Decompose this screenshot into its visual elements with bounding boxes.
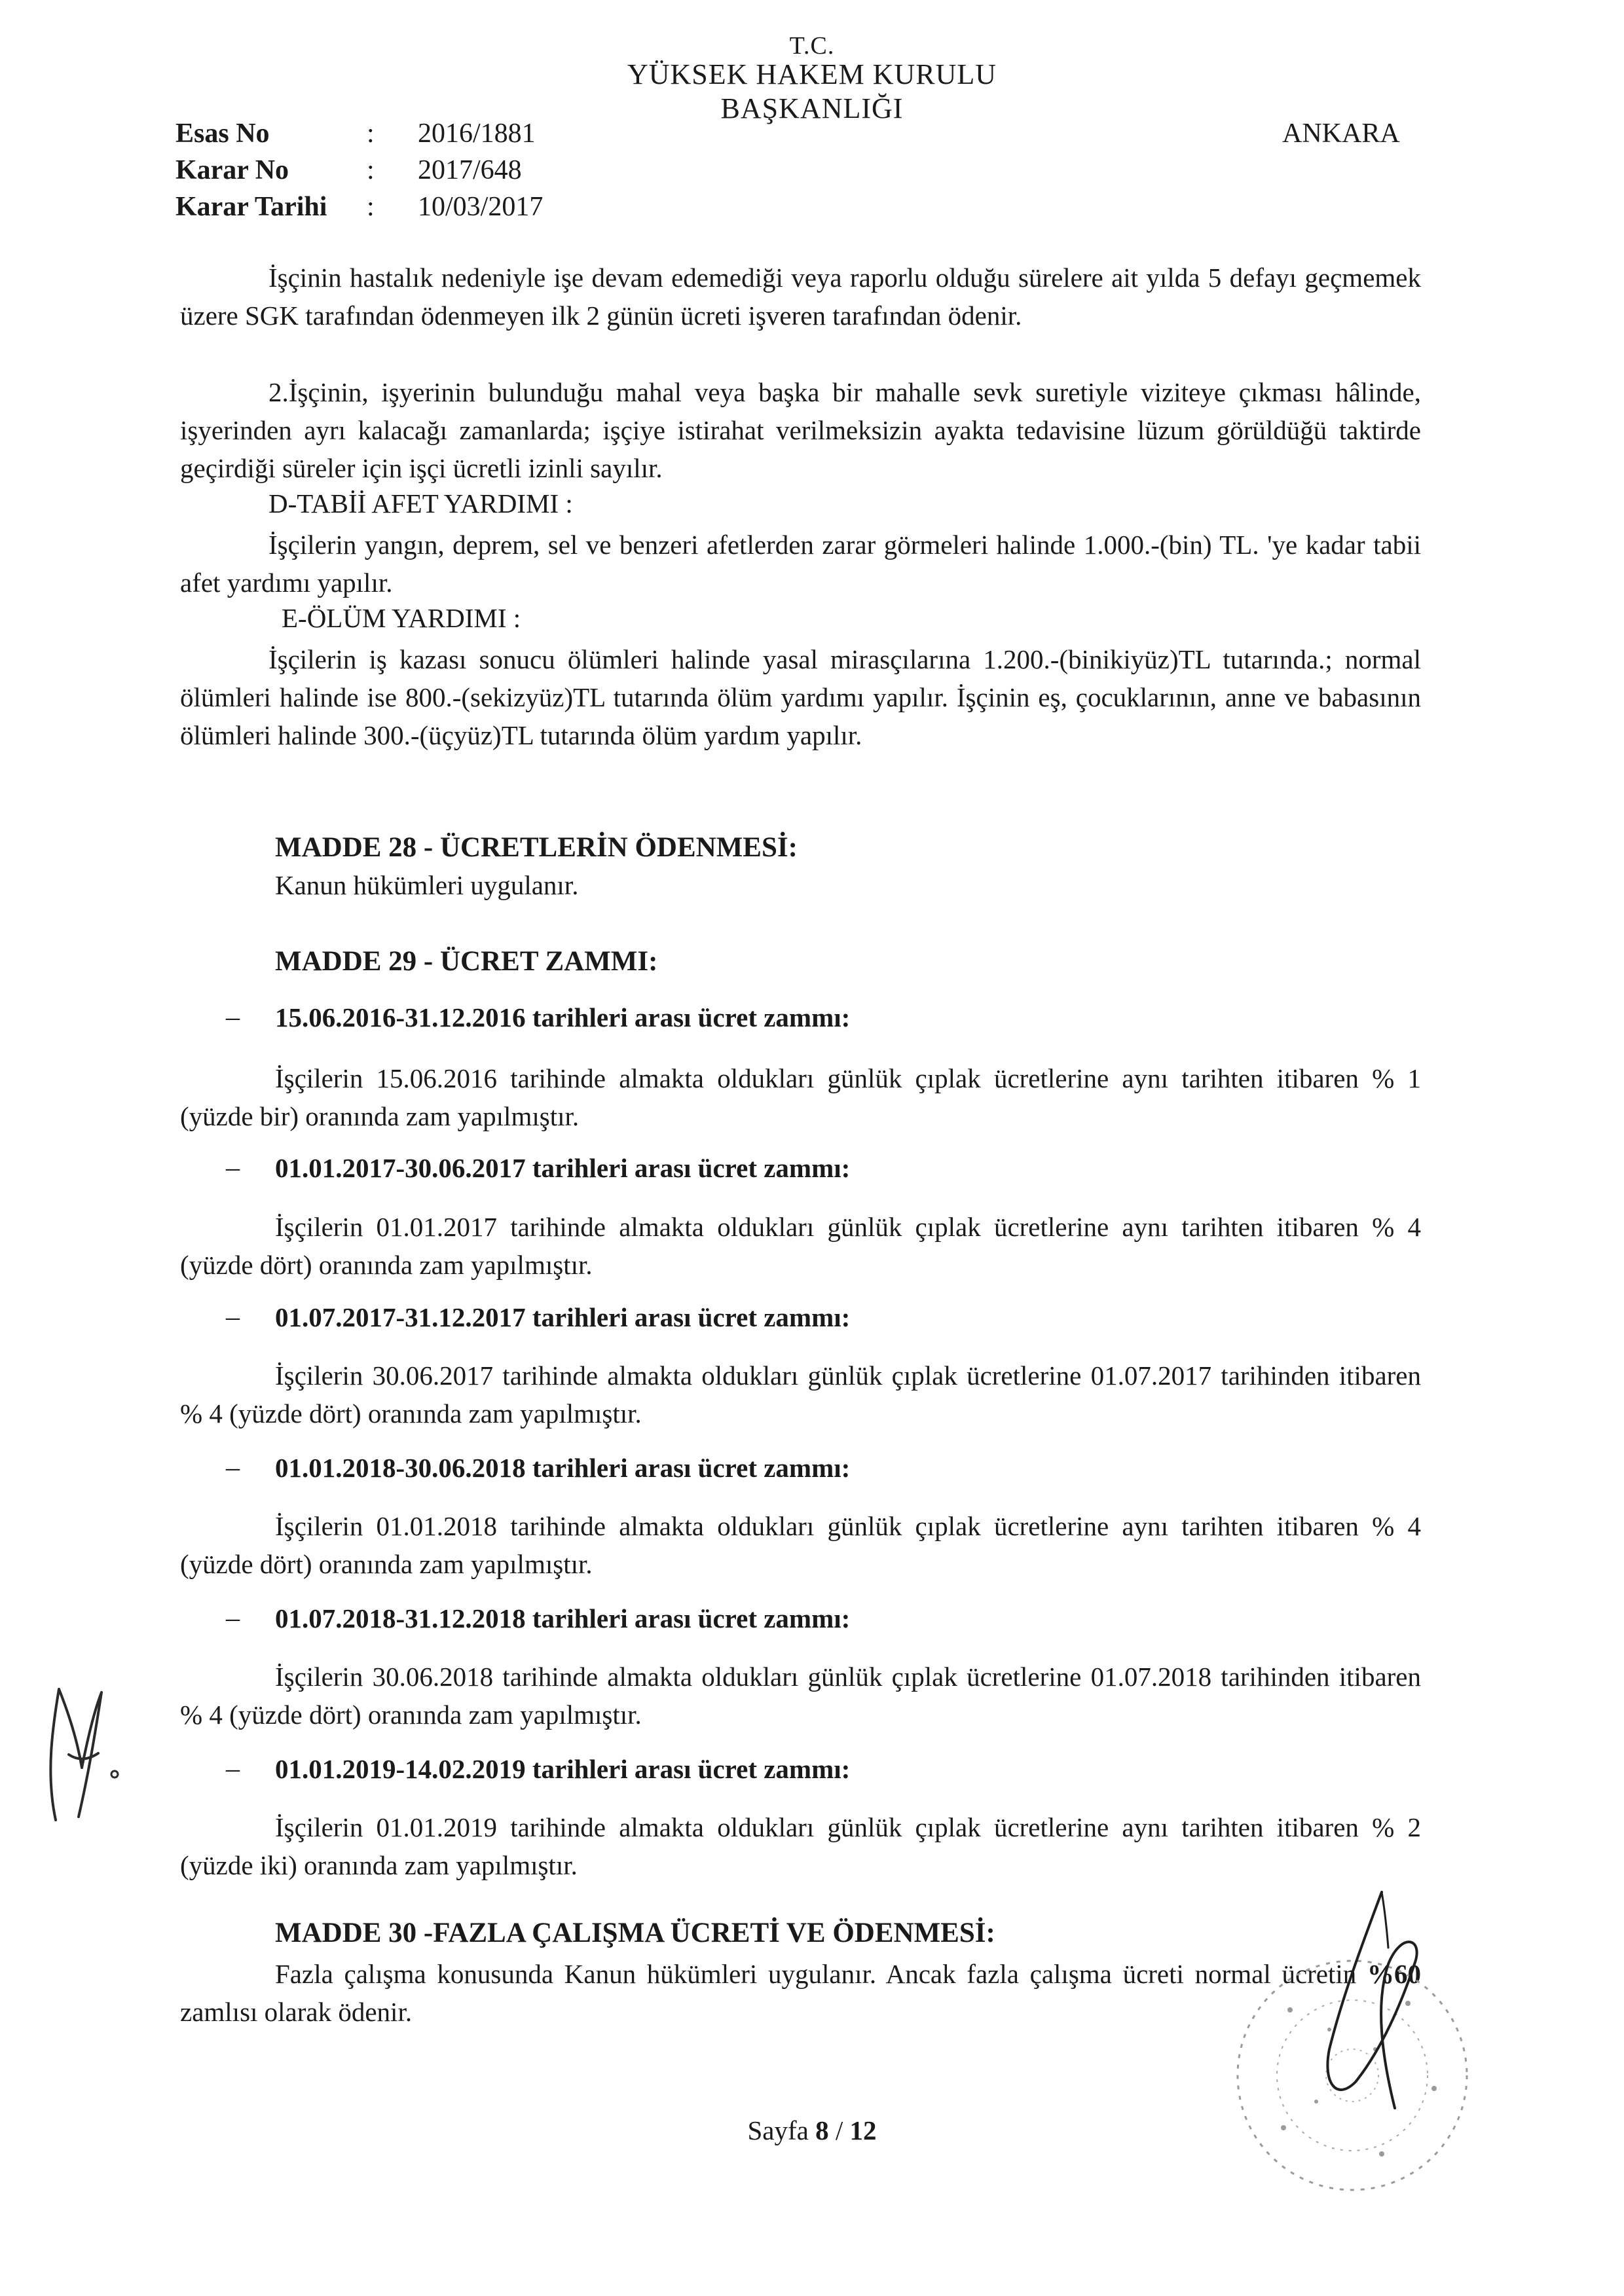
header-top-line: T.C. [789,32,835,60]
paragraph-sick-leave: İşçinin hastalık nedeniyle işe devam edemediği veya raporlu olduğu sürelere ait yılda 5 defayı geçmemek üzere SGK tarafından ödenmeyen ilk 2 günün ücreti işveren tarafından ödenir. [180,263,1421,331]
list-item-title: 01.01.2017-30.06.2017 tarihleri arası ücret zammı: [275,1153,851,1183]
list-item-text: İşçilerin 01.01.2017 tarihinde almakta oldukları günlük çıplak ücretlerine aynı tarihten itibaren % 4 (yüzde dört) oranında zam yapılmıştır. [180,1212,1421,1280]
article-30-title: MADDE 30 -FAZLA ÇALIŞMA ÜCRETİ VE ÖDENMESİ: [275,1918,995,1948]
list-item-dash: – [226,1302,240,1332]
article-28-text: Kanun hükümleri uygulanır. [275,870,579,900]
death-aid-text: İşçilerin iş kazası sonucu ölümleri halinde yasal mirasçılarına 1.200.-(binikiyüz)TL tutarında.; normal ölümleri halinde ise 800.-(sekizyüz)TL tutarında ölüm yardımı yapılır. İşçinin eş, çocuklarının, anne ve babasının ölümleri halinde 300.-(üçyüz)TL tutarında ölüm yardım yapılır. [180,644,1421,750]
natural-disaster-text: İşçilerin yangın, deprem, sel ve benzeri afetlerden zarar görmeleri halinde 1.000.-(bin) TL. 'ye kadar tabii afet yardımı yapılır. [180,530,1421,598]
list-item-dash: – [226,1603,240,1633]
signature-icon [1283,1886,1454,2121]
list-item-title: 01.01.2018-30.06.2018 tarihleri arası ücret zammı: [275,1453,851,1483]
karar-tarihi-label: Karar Tarihi [175,192,327,222]
list-item-dash: – [226,1153,240,1183]
city: ANKARA [1282,118,1400,149]
org-presidency: BAŞKANLIĞI [720,92,904,124]
list-item-text: İşçilerin 30.06.2018 tarihinde almakta oldukları günlük çıplak ücretlerine 01.07.2018 tarihinden itibaren % 4 (yüzde dört) oranında zam yapılmıştır. [180,1662,1421,1730]
death-aid-title: E-ÖLÜM YARDIMI : [282,603,521,633]
handwritten-initial-icon [33,1676,124,1833]
esas-no-value: 2016/1881 [418,118,536,149]
org-name: YÜKSEK HAKEM KURULU [627,58,997,90]
paragraph-visit: 2.İşçinin, işyerinin bulunduğu mahal veya başka bir mahalle sevk suretiyle viziteye çıkması hâlinde, işyerinden ayrı kalacağı zamanlarda; işçiye istirahat verilmeksizin ayakta tedavisine lüzum görüldüğü taktirde geçirdiği süreler için işçi ücretli izinli sayılır. [180,377,1421,483]
list-item-title: 01.07.2017-31.12.2017 tarihleri arası ücret zammı: [275,1302,851,1332]
list-item-dash: – [226,1002,240,1032]
list-item-text: İşçilerin 15.06.2016 tarihinde almakta oldukları günlük çıplak ücretlerine aynı tarihten itibaren % 1 (yüzde bir) oranında zam yapılmıştır. [180,1063,1421,1131]
article-29-title: MADDE 29 - ÜCRET ZAMMI: [275,946,658,977]
esas-no-colon: : [367,118,375,149]
list-item-dash: – [226,1754,240,1784]
article-28-title: MADDE 28 - ÜCRETLERİN ÖDENMESİ: [275,832,798,863]
list-item-title: 01.01.2019-14.02.2019 tarihleri arası ücret zammı: [275,1754,851,1784]
esas-no-label: Esas No [175,118,270,149]
list-item-text: İşçilerin 01.01.2019 tarihinde almakta oldukları günlük çıplak ücretlerine aynı tarihten itibaren % 2 (yüzde iki) oranında zam yapılmıştır. [180,1812,1421,1880]
list-item-text: İşçilerin 30.06.2017 tarihinde almakta oldukları günlük çıplak ücretlerine 01.07.2017 tarihinden itibaren % 4 (yüzde dört) oranında zam yapılmıştır. [180,1360,1421,1429]
karar-no-colon: : [367,155,375,185]
list-item-title: 01.07.2018-31.12.2018 tarihleri arası ücret zammı: [275,1603,851,1633]
article-30-text: Fazla çalışma konusunda Kanun hükümleri uygulanır. Ancak fazla çalışma ücreti normal ücretin %60 zamlısı olarak ödenir. [180,1959,1421,2027]
karar-no-value: 2017/648 [418,155,522,185]
karar-no-label: Karar No [175,155,289,185]
natural-disaster-title: D-TABİİ AFET YARDIMI : [268,488,573,519]
list-item-dash: – [226,1453,240,1483]
list-item-title: 15.06.2016-31.12.2016 tarihleri arası ücret zammı: [275,1002,851,1032]
karar-tarihi-colon: : [367,192,375,222]
page-number: Sayfa 8 / 12 [747,2115,877,2145]
karar-tarihi-value: 10/03/2017 [418,192,544,222]
list-item-text: İşçilerin 01.01.2018 tarihinde almakta oldukları günlük çıplak ücretlerine aynı tarihten itibaren % 4 (yüzde dört) oranında zam yapılmıştır. [180,1511,1421,1579]
